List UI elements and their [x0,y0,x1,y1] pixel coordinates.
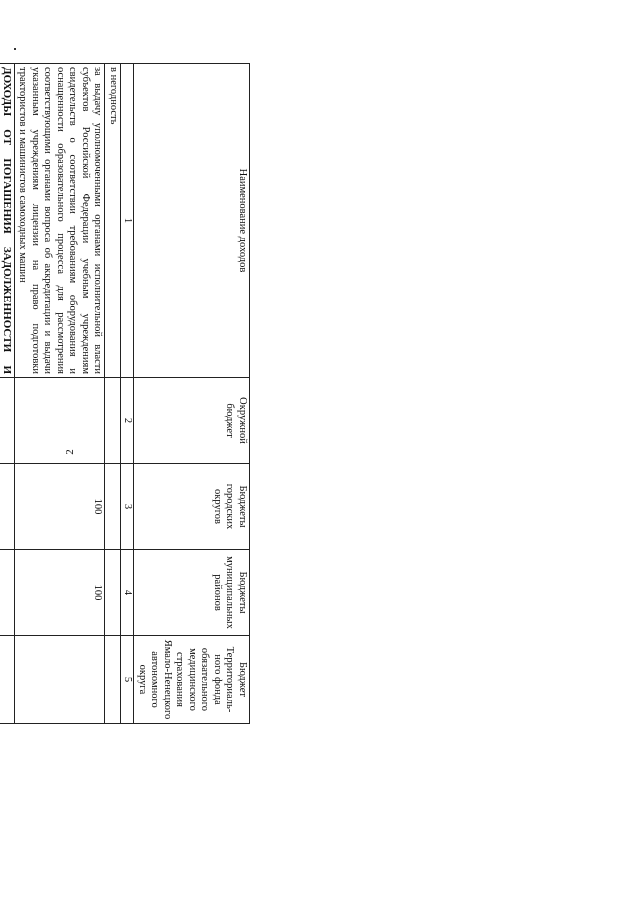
colnum-2: 2 [121,378,135,464]
header-name: Наименование доходов [134,64,250,378]
colnum-5: 5 [121,636,135,724]
cell-district [0,550,15,636]
header-city: Бюджеты городских округов [134,464,250,550]
cell-fund [105,636,121,724]
cell-district [105,550,121,636]
column-number-row [121,64,135,902]
page-number: 2 [64,449,76,455]
empty-margin [134,724,250,902]
row-name: в негодность [105,64,121,378]
cell-district: 100 [15,550,106,636]
cell-city [0,464,15,550]
table-row [0,64,15,902]
header-fund: Бюджет Территориаль-ного фонда обязательного медицинского страхования Ямало-Ненецкого автономного округа [134,636,250,724]
cell-city: 100 [15,464,106,550]
row-name: ДОХОДЫ ОТ ПОГАШЕНИЯ ЗАДОЛЖЕННОСТИ И [0,64,15,378]
cell-okrug [0,378,15,464]
cell-fund [15,636,106,724]
table-row [15,64,106,902]
colnum-3: 3 [121,464,135,550]
cell-okrug [15,378,106,464]
cell-fund [0,636,15,724]
row-name: за выдачу уполномоченными органами исполнительной власти субъектов Российской Федерации учебным учреждениям свидетельств о соответствии требованиям оборудования и оснащенности образовательного процесса для рассмотрения соответствующими органами вопроса об аккредитации и выдачи указанным учреждениям лицензии на право подготовки трактористов и машинистов самоходных машин [15,64,106,378]
colnum-4: 4 [121,550,135,636]
colnum-1: 1 [121,64,135,378]
table-row [105,64,121,902]
header-row [134,64,250,902]
header-district: Бюджеты муниципальных районов [134,550,250,636]
cell-okrug [105,378,121,464]
revenue-table-container [0,63,250,901]
header-okrug: Окружной бюджет [134,378,250,464]
cell-city [105,464,121,550]
revenue-distribution-table [0,63,250,902]
